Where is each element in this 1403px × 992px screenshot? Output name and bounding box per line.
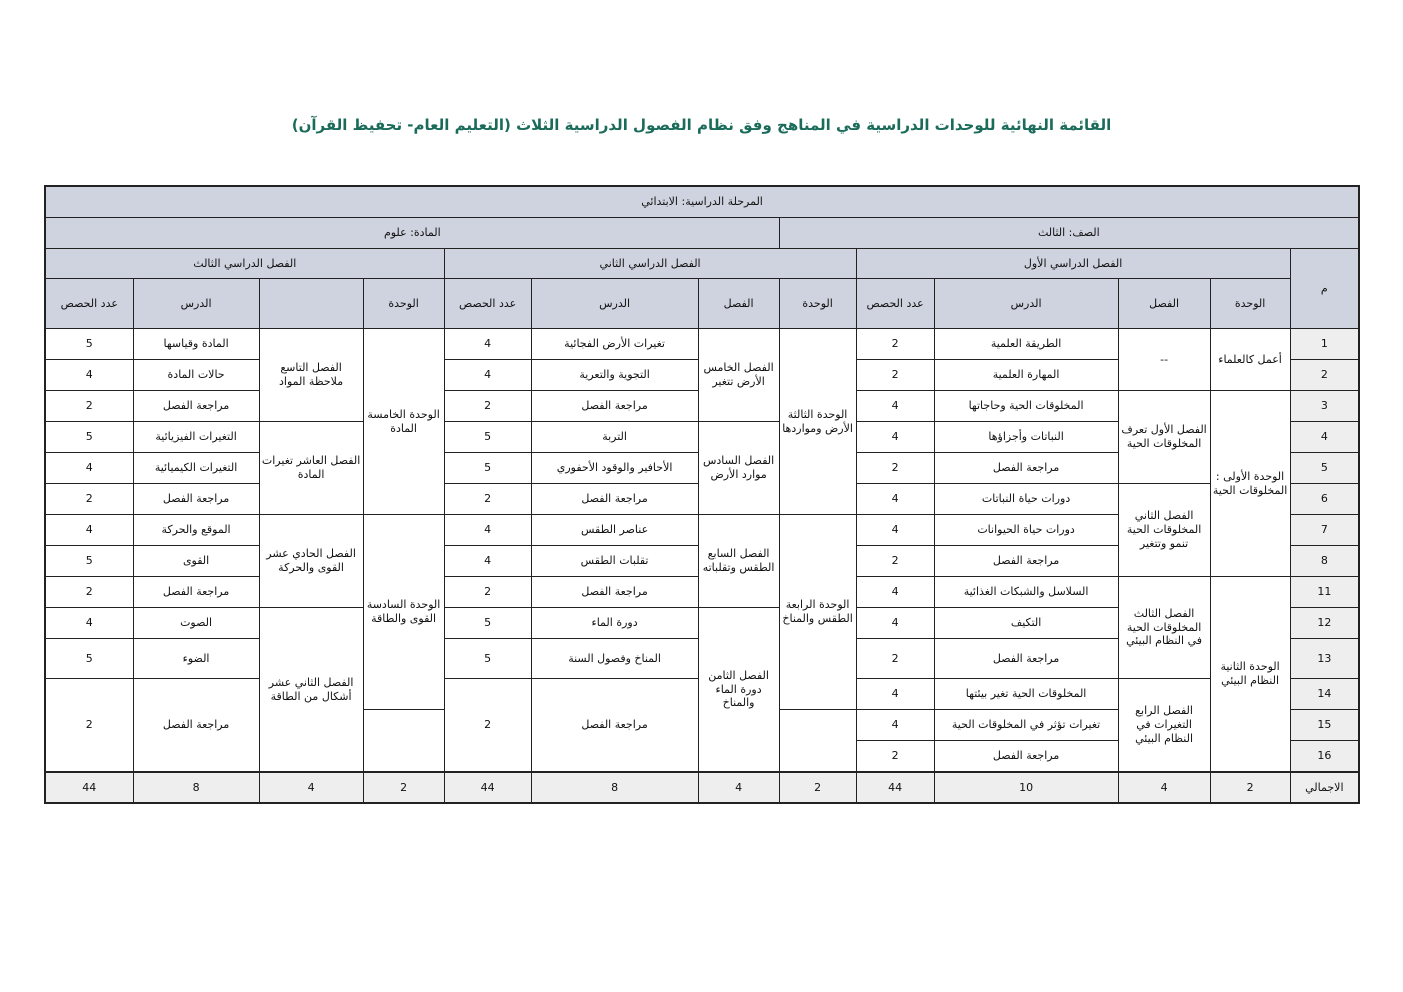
s1-lesson-cell: المهارة العلمية <box>934 360 1118 391</box>
s3-lesson-cell: مراجعة الفصل <box>133 577 259 608</box>
s2-total-periods: 44 <box>444 772 531 803</box>
s3-chapter-cell: الفصل العاشر تغيرات المادة <box>259 422 363 515</box>
s2-unit-cell: الوحدة الثالثة الأرض ومواردها <box>779 329 856 515</box>
s2-chapter-cell: الفصل الخامس الأرض تتغير <box>698 329 779 422</box>
s3-lesson-cell: المادة وقياسها <box>133 329 259 360</box>
s3-unit-cell: الوحدة السادسة القوى والطاقة <box>363 515 444 710</box>
s3-periods-cell: 4 <box>45 360 133 391</box>
row-index: 11 <box>1290 577 1359 608</box>
s1-lesson-cell: المخلوقات الحية وحاجاتها <box>934 391 1118 422</box>
s3-periods-cell: 2 <box>45 484 133 515</box>
s3-chapter-cell: الفصل الثاني عشر أشكال من الطاقة <box>259 608 363 773</box>
s1-total-chapters: 4 <box>1118 772 1210 803</box>
s1-unit-cell: أعمل كالعلماء <box>1210 329 1290 391</box>
s1-lesson-cell: تغيرات تؤثر في المخلوقات الحية <box>934 710 1118 741</box>
s2-periods-cell: 2 <box>444 577 531 608</box>
s1-total-lessons: 10 <box>934 772 1118 803</box>
s1-lesson-cell: مراجعة الفصل <box>934 639 1118 679</box>
s1-periods-cell: 2 <box>856 329 934 360</box>
row-index: 5 <box>1290 453 1359 484</box>
s2-periods-cell: 4 <box>444 515 531 546</box>
s3-lesson-cell: القوى <box>133 546 259 577</box>
grade-header: الصف: الثالث <box>779 218 1359 249</box>
s3-periods-cell: 4 <box>45 453 133 484</box>
s1-periods-cell: 4 <box>856 608 934 639</box>
s3-periods-header: عدد الحصص <box>45 279 133 329</box>
s2-periods-cell: 5 <box>444 422 531 453</box>
s1-periods-cell: 2 <box>856 546 934 577</box>
row-index: 16 <box>1290 741 1359 773</box>
s1-lesson-header: الدرس <box>934 279 1118 329</box>
s1-lesson-cell: الطريقة العلمية <box>934 329 1118 360</box>
s2-total-units: 2 <box>779 772 856 803</box>
s1-periods-cell: 4 <box>856 422 934 453</box>
s2-lesson-cell: الأحافير والوقود الأحفوري <box>531 453 698 484</box>
index-column-header: م <box>1290 249 1359 329</box>
s2-lesson-cell: تقلبات الطقس <box>531 546 698 577</box>
s1-lesson-cell: دورات حياة النباتات <box>934 484 1118 515</box>
row-index: 7 <box>1290 515 1359 546</box>
s1-lesson-cell: مراجعة الفصل <box>934 546 1118 577</box>
s1-lesson-cell: دورات حياة الحيوانات <box>934 515 1118 546</box>
row-index: 12 <box>1290 608 1359 639</box>
s3-periods-cell: 2 <box>45 391 133 422</box>
s2-lesson-cell: التجوية والتعرية <box>531 360 698 391</box>
s1-chapter-cell: الفصل الرابع التغيرات في النظام البيئي <box>1118 679 1210 773</box>
curriculum-table-wrapper <box>44 185 1358 804</box>
semester-1-header: الفصل الدراسي الأول <box>856 249 1290 279</box>
stage-header: المرحلة الدراسية: الابتدائي <box>45 186 1359 218</box>
s1-periods-cell: 2 <box>856 639 934 679</box>
s1-lesson-cell: مراجعة الفصل <box>934 741 1118 773</box>
row-index: 2 <box>1290 360 1359 391</box>
s2-periods-cell: 4 <box>444 546 531 577</box>
s1-unit-header: الوحدة <box>1210 279 1290 329</box>
s3-periods-cell: 2 <box>45 577 133 608</box>
s2-lesson-cell: مراجعة الفصل <box>531 577 698 608</box>
s1-periods-cell: 2 <box>856 360 934 391</box>
s2-lesson-header: الدرس <box>531 279 698 329</box>
s1-chapter-cell: الفصل الثالث المخلوقات الحية في النظام البيئي <box>1118 577 1210 679</box>
s2-lesson-cell: التربة <box>531 422 698 453</box>
s3-total-periods: 44 <box>45 772 133 803</box>
s2-chapter-cell: الفصل السابع الطقس وتقلباته <box>698 515 779 608</box>
s3-lesson-cell: الضوء <box>133 639 259 679</box>
row-index: 3 <box>1290 391 1359 422</box>
s3-periods-cell: 2 <box>45 679 133 773</box>
s2-periods-cell: 4 <box>444 329 531 360</box>
s2-periods-cell: 2 <box>444 391 531 422</box>
s2-periods-cell: 2 <box>444 679 531 773</box>
s1-lesson-cell: النباتات وأجزاؤها <box>934 422 1118 453</box>
s2-periods-cell: 2 <box>444 484 531 515</box>
s2-lesson-cell: المناخ وفصول السنة <box>531 639 698 679</box>
s1-periods-cell: 4 <box>856 577 934 608</box>
s3-lesson-cell: الموقع والحركة <box>133 515 259 546</box>
s3-lesson-cell: حالات المادة <box>133 360 259 391</box>
s1-periods-cell: 2 <box>856 741 934 773</box>
s2-lesson-cell: مراجعة الفصل <box>531 484 698 515</box>
s3-lesson-cell: مراجعة الفصل <box>133 391 259 422</box>
s2-periods-cell: 4 <box>444 360 531 391</box>
s2-periods-header: عدد الحصص <box>444 279 531 329</box>
s3-periods-cell: 4 <box>45 515 133 546</box>
s3-total-lessons: 8 <box>133 772 259 803</box>
subject-header: المادة: علوم <box>45 218 779 249</box>
s1-periods-cell: 4 <box>856 515 934 546</box>
row-index: 4 <box>1290 422 1359 453</box>
s2-periods-cell: 5 <box>444 608 531 639</box>
s3-lesson-header: الدرس <box>133 279 259 329</box>
s3-total-units: 2 <box>363 772 444 803</box>
s1-periods-cell: 4 <box>856 679 934 710</box>
s2-unit-header: الوحدة <box>779 279 856 329</box>
document-title: القائمة النهائية للوحدات الدراسية في المناهج وفق نظام الفصول الدراسية الثلاث (التعليم العام- تحفيظ القرآن) <box>291 116 1112 134</box>
s2-periods-cell: 5 <box>444 639 531 679</box>
s1-unit-cell: الوحدة الأولى : المخلوقات الحية <box>1210 391 1290 577</box>
s3-periods-cell: 5 <box>45 546 133 577</box>
s3-total-chapters: 4 <box>259 772 363 803</box>
s3-chapter-header-blank <box>259 279 363 329</box>
s3-lesson-cell: مراجعة الفصل <box>133 484 259 515</box>
s3-chapter-cell: الفصل الحادي عشر القوى والحركة <box>259 515 363 608</box>
s1-unit-cell: الوحدة الثانية النظام البيئي <box>1210 577 1290 773</box>
s1-lesson-cell: التكيف <box>934 608 1118 639</box>
row-index: 14 <box>1290 679 1359 710</box>
s1-chapter-cell: الفصل الأول تعرف المخلوقات الحية <box>1118 391 1210 484</box>
row-index: 8 <box>1290 546 1359 577</box>
s2-lesson-cell: عناصر الطقس <box>531 515 698 546</box>
s1-lesson-cell: المخلوقات الحية تغير بيئتها <box>934 679 1118 710</box>
s2-unit-cell: الوحدة الرابعة الطقس والمناخ <box>779 515 856 710</box>
row-index: 13 <box>1290 639 1359 679</box>
s1-periods-cell: 2 <box>856 453 934 484</box>
s1-lesson-cell: السلاسل والشبكات الغذائية <box>934 577 1118 608</box>
s2-chapter-cell: الفصل الثامن دورة الماء والمناخ <box>698 608 779 773</box>
s3-chapter-cell: الفصل التاسع ملاحظة المواد <box>259 329 363 422</box>
s2-chapter-cell: الفصل السادس موارد الأرض <box>698 422 779 515</box>
s2-lesson-cell: دورة الماء <box>531 608 698 639</box>
s3-periods-cell: 4 <box>45 608 133 639</box>
s1-periods-header: عدد الحصص <box>856 279 934 329</box>
s3-lesson-cell: التغيرات الفيزيائية <box>133 422 259 453</box>
row-index: 15 <box>1290 710 1359 741</box>
s2-periods-cell: 5 <box>444 453 531 484</box>
s2-lesson-cell: تغيرات الأرض الفجائية <box>531 329 698 360</box>
row-index: 6 <box>1290 484 1359 515</box>
s3-lesson-cell: مراجعة الفصل <box>133 679 259 773</box>
s2-chapter-header: الفصل <box>698 279 779 329</box>
s3-periods-cell: 5 <box>45 422 133 453</box>
s3-lesson-cell: التغيرات الكيميائية <box>133 453 259 484</box>
s2-total-lessons: 8 <box>531 772 698 803</box>
s1-periods-cell: 4 <box>856 484 934 515</box>
s2-lesson-cell: مراجعة الفصل <box>531 391 698 422</box>
s3-unit-header: الوحدة <box>363 279 444 329</box>
s1-lesson-cell: مراجعة الفصل <box>934 453 1118 484</box>
s1-chapter-header: الفصل <box>1118 279 1210 329</box>
s3-lesson-cell: الصوت <box>133 608 259 639</box>
s1-periods-cell: 4 <box>856 710 934 741</box>
s1-chapter-cell: -- <box>1118 329 1210 391</box>
s2-total-chapters: 4 <box>698 772 779 803</box>
totals-label: الاجمالي <box>1290 772 1359 803</box>
semester-2-header: الفصل الدراسي الثاني <box>444 249 856 279</box>
semester-3-header: الفصل الدراسي الثالث <box>45 249 444 279</box>
s2-lesson-cell: مراجعة الفصل <box>531 679 698 773</box>
s3-unit-cell: الوحدة الخامسة المادة <box>363 329 444 515</box>
s3-periods-cell: 5 <box>45 329 133 360</box>
curriculum-table <box>44 185 1360 804</box>
s1-chapter-cell: الفصل الثاني المخلوقات الحية تنمو وتتغير <box>1118 484 1210 577</box>
s1-total-units: 2 <box>1210 772 1290 803</box>
row-index: 1 <box>1290 329 1359 360</box>
s1-total-periods: 44 <box>856 772 934 803</box>
s3-periods-cell: 5 <box>45 639 133 679</box>
s1-periods-cell: 4 <box>856 391 934 422</box>
